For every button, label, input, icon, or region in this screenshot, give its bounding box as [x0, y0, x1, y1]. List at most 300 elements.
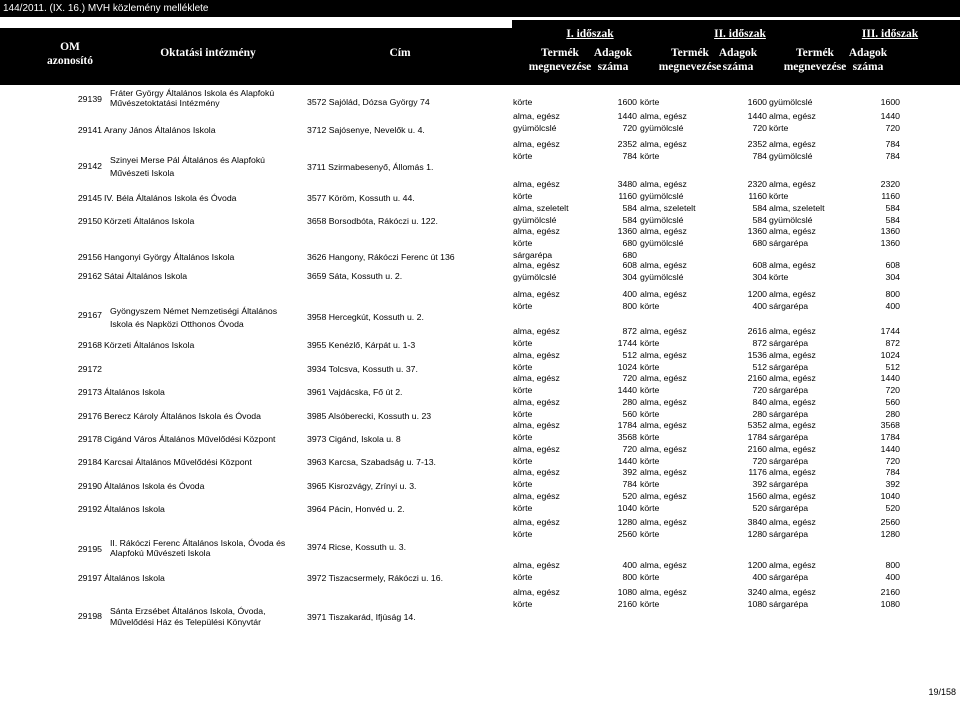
product-p1: körte	[513, 478, 533, 489]
amount-a3: 1160	[881, 190, 900, 201]
product-p1: gyümölcslé	[513, 122, 557, 133]
amount-a3: 1744	[880, 326, 900, 336]
product-p2: körte	[640, 478, 660, 489]
product-p1: alma, egész	[513, 397, 560, 407]
amount-a2: 1200	[747, 560, 767, 570]
amount-a1: 784	[622, 150, 637, 161]
product-p1: alma, egész	[513, 444, 560, 454]
product-p3: sárgarépa	[769, 598, 809, 609]
om-id: 29145	[77, 193, 102, 203]
institution-name: Karcsai Általános Művelődési Központ	[104, 457, 252, 467]
product-p1: alma, egész	[513, 111, 560, 121]
amount-a3: 1360	[880, 237, 900, 248]
amount-col-header	[838, 46, 898, 74]
amount-a3: 2320	[880, 179, 900, 189]
amount-a2: 1160	[748, 190, 767, 201]
product-p2: alma, egész	[640, 260, 687, 270]
product-col-top: Termék	[796, 47, 834, 59]
om-id: 29178	[77, 434, 102, 444]
amount-a1: 3480	[617, 179, 637, 189]
product-p2: körte	[640, 455, 660, 466]
om-id: 29142	[77, 161, 102, 171]
product-p3: sárgarépa	[769, 300, 809, 311]
product-p1: alma, egész	[513, 373, 560, 383]
period-header: I. időszak	[566, 28, 614, 40]
product-p3: alma, egész	[769, 420, 816, 430]
product-p3: sárgarépa	[769, 384, 809, 395]
om-id: 29139	[77, 94, 102, 104]
product-p3: sárgarépa	[769, 361, 809, 372]
amount-a3: 608	[885, 260, 900, 270]
amount-a3: 400	[885, 571, 900, 582]
institution-address: 3973 Cigánd, Iskola u. 8	[307, 434, 401, 444]
amount-a2: 840	[752, 397, 767, 407]
product-p2: alma, egész	[640, 326, 687, 336]
product-p1: alma, egész	[513, 491, 560, 501]
amount-a3: 560	[885, 397, 900, 407]
product-p1: gyümölcslé	[513, 271, 557, 282]
institution-name: Sánta Erzsébet Általános Iskola, Óvoda,	[110, 606, 266, 616]
product-col-bottom: megnevezése	[658, 61, 722, 74]
om-id: 29192	[77, 504, 102, 514]
institution-address: 3711 Szirmabesenyő, Állomás 1.	[307, 162, 434, 172]
amount-a2: 3840	[747, 517, 767, 527]
amount-a2: 2616	[747, 326, 767, 336]
institution-address: 3958 Hercegkút, Kossuth u. 2.	[307, 312, 424, 322]
amount-a3: 1024	[880, 350, 900, 360]
amount-a3: 584	[885, 203, 900, 213]
product-p3: alma, egész	[769, 111, 816, 121]
product-p3: alma, egész	[769, 560, 816, 570]
institution-name: Arany János Általános Iskola	[104, 125, 216, 135]
product-p3: sárgarépa	[769, 478, 809, 489]
amount-a1: 304	[622, 271, 637, 282]
amount-a1: 680	[622, 249, 637, 260]
product-p2: körte	[640, 150, 660, 161]
amount-a2: 680	[752, 237, 767, 248]
amount-a3: 784	[885, 139, 900, 149]
amount-col-top: Adagok	[718, 47, 758, 59]
product-p1: alma, egész	[513, 587, 560, 597]
col-institution-header: Oktatási intézmény	[160, 47, 256, 59]
amount-a1: 2352	[617, 139, 637, 149]
col-om-bottom: azonosító	[47, 55, 93, 68]
institution-address: 3971 Tiszakarád, Ifjúság 14.	[307, 612, 416, 622]
product-p1: alma, egész	[513, 289, 560, 299]
institution-name: Cigánd Város Általános Művelődési Központ	[104, 434, 276, 444]
product-p1: körte	[513, 408, 533, 419]
amount-a2: 520	[752, 502, 767, 513]
institution-name: Általános Iskola és Óvoda	[104, 481, 205, 491]
amount-a2: 2352	[747, 139, 767, 149]
product-p1: körte	[513, 571, 533, 582]
product-p3: sárgarépa	[769, 337, 809, 348]
amount-a3: 784	[885, 467, 900, 477]
om-id: 29184	[77, 457, 102, 467]
amount-a2: 2160	[747, 444, 767, 454]
institution-address: 3963 Karcsa, Szabadság u. 7-13.	[307, 457, 436, 467]
institution-address: 3961 Vajdácska, Fő út 2.	[307, 387, 403, 397]
amount-a1: 1160	[618, 190, 637, 201]
product-p2: alma, egész	[640, 517, 687, 527]
amount-a2: 304	[752, 271, 767, 282]
product-p3: alma, egész	[769, 226, 816, 236]
institution-name: IV. Béla Általános Iskola és Óvoda	[104, 193, 237, 203]
amount-a1: 520	[622, 491, 637, 501]
institution-name: Művészetoktatási Intézmény	[110, 98, 220, 108]
institution-address: 3572 Sajólád, Dózsa György 74	[307, 97, 430, 107]
product-p2: alma, egész	[640, 420, 687, 430]
product-p1: körte	[513, 97, 533, 107]
amount-a2: 1536	[747, 350, 767, 360]
institution-name: Körzeti Általános Iskola	[104, 340, 195, 350]
institution-name: Általános Iskola	[104, 504, 165, 514]
amount-a1: 1784	[617, 420, 637, 430]
amount-a2: 5352	[747, 420, 767, 430]
om-id: 29141	[77, 125, 102, 135]
amount-a3: 720	[885, 122, 900, 133]
institution-name: Alapfokú Művészeti Iskola	[110, 548, 211, 558]
amount-a1: 1600	[617, 97, 637, 107]
product-p2: alma, egész	[640, 179, 687, 189]
product-p2: alma, egész	[640, 444, 687, 454]
amount-a3: 1440	[880, 111, 900, 121]
product-p3: alma, egész	[769, 289, 816, 299]
om-id: 29173	[77, 387, 102, 397]
product-p3: alma, szeletelt	[769, 203, 825, 213]
amount-a3: 1080	[880, 598, 900, 609]
amount-a1: 720	[622, 373, 637, 383]
amount-a2: 392	[752, 478, 767, 489]
amount-col-bottom: száma	[597, 61, 629, 74]
amount-a3: 392	[885, 478, 900, 489]
amount-a1: 392	[622, 467, 637, 477]
product-p1: alma, egész	[513, 179, 560, 189]
amount-a3: 1040	[880, 491, 900, 501]
product-p2: alma, egész	[640, 560, 687, 570]
product-p2: alma, egész	[640, 350, 687, 360]
amount-a3: 1784	[880, 431, 900, 442]
amount-a1: 2160	[617, 598, 637, 609]
institution-name: II. Rákóczi Ferenc Általános Iskola, Óvoda és	[110, 538, 286, 548]
amount-a1: 800	[622, 300, 637, 311]
product-p1: körte	[513, 384, 533, 395]
amount-a2: 1176	[748, 467, 767, 477]
product-p3: gyümölcslé	[769, 214, 813, 225]
amount-a2: 720	[752, 455, 767, 466]
om-id: 29156	[77, 252, 102, 262]
amount-col-top: Adagok	[848, 47, 888, 59]
amount-a2: 1600	[747, 97, 767, 107]
institution-name: Általános Iskola	[104, 573, 165, 583]
product-p1: alma, egész	[513, 326, 560, 336]
amount-col-bottom: száma	[852, 61, 884, 74]
product-p2: gyümölcslé	[640, 271, 684, 282]
product-p3: alma, egész	[769, 587, 816, 597]
product-p3: alma, egész	[769, 467, 816, 477]
institution-address: 3972 Tiszacsermely, Rákóczi u. 16.	[307, 573, 443, 583]
amount-col-top: Adagok	[593, 47, 633, 59]
period-header: III. időszak	[861, 28, 919, 40]
product-p3: körte	[769, 122, 789, 133]
amount-a2: 1080	[747, 598, 767, 609]
om-id: 29150	[77, 216, 102, 226]
amount-a3: 280	[885, 408, 900, 419]
amount-a2: 784	[752, 150, 767, 161]
institution-address: 3626 Hangony, Rákóczi Ferenc út 136	[307, 252, 455, 262]
institution-name: Fráter György Általános Iskola és Alapfokú	[110, 88, 275, 98]
amount-a1: 1440	[617, 384, 637, 395]
amount-a3: 800	[885, 560, 900, 570]
om-id: 29162	[77, 271, 102, 281]
product-p3: sárgarépa	[769, 237, 809, 248]
om-id: 29190	[77, 481, 102, 491]
product-p2: alma, egész	[640, 373, 687, 383]
product-p1: alma, egész	[513, 139, 560, 149]
amount-a3: 872	[885, 337, 900, 348]
product-p2: körte	[640, 528, 660, 539]
institution-name: Sátai Általános Iskola	[104, 271, 188, 281]
institution-name: Művelődési Ház és Települési Könyvtár	[110, 617, 261, 627]
amount-a2: 400	[752, 571, 767, 582]
amount-a1: 1360	[617, 226, 637, 236]
amount-a2: 512	[752, 361, 767, 372]
product-p1: körte	[513, 598, 533, 609]
institution-name: Iskola és Napközi Otthonos Óvoda	[110, 319, 244, 329]
product-p1: gyümölcslé	[513, 214, 557, 225]
amount-a3: 304	[885, 271, 900, 282]
amount-a3: 1360	[880, 226, 900, 236]
product-p2: körte	[640, 97, 660, 107]
amount-a3: 720	[885, 455, 900, 466]
product-p2: alma, egész	[640, 139, 687, 149]
product-p2: alma, egész	[640, 111, 687, 121]
amount-a3: 400	[885, 300, 900, 311]
product-p3: alma, egész	[769, 397, 816, 407]
amount-a1: 3568	[617, 431, 637, 442]
om-id: 29176	[77, 411, 102, 421]
product-p2: alma, egész	[640, 226, 687, 236]
col-om-header	[40, 40, 100, 68]
amount-a1: 560	[622, 408, 637, 419]
om-id: 29197	[77, 573, 102, 583]
institution-address: 3985 Alsóberecki, Kossuth u. 23	[307, 411, 432, 421]
document-title: 144/2011. (IX. 16.) MVH közlemény melléklete	[3, 3, 209, 14]
product-p2: alma, egész	[640, 289, 687, 299]
amount-a3: 784	[885, 150, 900, 161]
amount-a2: 720	[752, 122, 767, 133]
product-p3: sárgarépa	[769, 408, 809, 419]
product-p3: sárgarépa	[769, 528, 809, 539]
product-p2: körte	[640, 571, 660, 582]
amount-a1: 400	[622, 289, 637, 299]
product-p3: körte	[769, 190, 789, 201]
institution-address: 3712 Sajósenye, Nevelők u. 4.	[307, 125, 425, 135]
amount-a1: 1024	[617, 361, 637, 372]
product-p2: körte	[640, 598, 660, 609]
period-header: II. időszak	[714, 28, 766, 40]
amount-a2: 584	[752, 214, 767, 225]
product-p2: alma, egész	[640, 397, 687, 407]
amount-a2: 1360	[747, 226, 767, 236]
amount-a1: 1440	[617, 111, 637, 121]
product-p1: körte	[513, 190, 533, 201]
product-p1: körte	[513, 455, 533, 466]
institution-name: Berecz Károly Általános Iskola és Óvoda	[104, 411, 261, 421]
institution-address: 3965 Kisrozvágy, Zrínyi u. 3.	[307, 481, 417, 491]
product-p1: alma, egész	[513, 226, 560, 236]
product-col-top: Termék	[541, 47, 579, 59]
product-p1: alma, egész	[513, 467, 560, 477]
amount-a3: 800	[885, 289, 900, 299]
amount-a2: 3240	[747, 587, 767, 597]
amount-a3: 1440	[880, 444, 900, 454]
institution-name: Általános Iskola	[104, 387, 165, 397]
product-p2: alma, szeletelt	[640, 203, 696, 213]
institution-name: Szinyei Merse Pál Általános és Alapfokú	[110, 155, 266, 165]
product-col-top: Termék	[671, 47, 709, 59]
product-p1: alma, egész	[513, 420, 560, 430]
amount-a1: 800	[622, 571, 637, 582]
product-p3: alma, egész	[769, 179, 816, 189]
product-col-bottom: megnevezése	[528, 61, 592, 74]
product-p2: gyümölcslé	[640, 190, 684, 201]
amount-a3: 2560	[880, 517, 900, 527]
product-p3: alma, egész	[769, 491, 816, 501]
amount-a1: 1080	[617, 587, 637, 597]
amount-a1: 400	[622, 560, 637, 570]
amount-a1: 512	[622, 350, 637, 360]
product-p1: alma, egész	[513, 350, 560, 360]
amount-a1: 1280	[617, 517, 637, 527]
amount-a2: 1784	[747, 431, 767, 442]
product-p1: alma, egész	[513, 260, 560, 270]
amount-a1: 2560	[617, 528, 637, 539]
amount-a2: 1200	[747, 289, 767, 299]
amount-a1: 1440	[617, 455, 637, 466]
amount-a3: 720	[885, 384, 900, 395]
institution-address: 3955 Kenézlő, Kárpát u. 1-3	[307, 340, 416, 350]
amount-a3: 1440	[880, 373, 900, 383]
institution-address: 3964 Pácin, Honvéd u. 2.	[307, 504, 405, 514]
product-p2: körte	[640, 431, 660, 442]
product-p1: alma, szeletelt	[513, 203, 569, 213]
amount-a1: 608	[622, 260, 637, 270]
product-p2: körte	[640, 502, 660, 513]
amount-col-header	[708, 46, 768, 74]
institution-name: Hangonyi György Általános Iskola	[104, 252, 235, 262]
amount-a1: 784	[622, 478, 637, 489]
amount-a2: 720	[752, 384, 767, 395]
product-p3: alma, egész	[769, 373, 816, 383]
amount-a1: 584	[622, 214, 637, 225]
product-p3: alma, egész	[769, 444, 816, 454]
product-p2: körte	[640, 300, 660, 311]
product-p3: gyümölcslé	[769, 150, 813, 161]
amount-a1: 720	[622, 122, 637, 133]
om-id: 29167	[77, 310, 102, 320]
amount-a3: 2160	[880, 587, 900, 597]
product-p1: körte	[513, 237, 533, 248]
col-om-top: OM	[60, 41, 80, 53]
product-p3: sárgarépa	[769, 571, 809, 582]
col-address-header: Cím	[389, 47, 411, 59]
product-p3: gyümölcslé	[769, 97, 813, 107]
amount-a1: 872	[622, 326, 637, 336]
product-p3: körte	[769, 271, 789, 282]
product-p3: alma, egész	[769, 260, 816, 270]
amount-a2: 2320	[747, 179, 767, 189]
product-p1: körte	[513, 361, 533, 372]
amount-a3: 1280	[880, 528, 900, 539]
product-p1: körte	[513, 431, 533, 442]
product-p2: körte	[640, 384, 660, 395]
product-p3: sárgarépa	[769, 455, 809, 466]
product-p3: alma, egész	[769, 326, 816, 336]
institution-address: 3577 Köröm, Kossuth u. 44.	[307, 193, 415, 203]
amount-a1: 720	[622, 444, 637, 454]
amount-col-header	[583, 46, 643, 74]
product-p1: alma, egész	[513, 517, 560, 527]
product-p1: sárgarépa	[513, 249, 553, 260]
amount-a2: 1280	[747, 528, 767, 539]
amount-a2: 608	[752, 260, 767, 270]
product-p1: körte	[513, 502, 533, 513]
institution-address: 3658 Borsodbóta, Rákóczi u. 122.	[307, 216, 438, 226]
institution-address: 3934 Tolcsva, Kossuth u. 37.	[307, 364, 418, 374]
amount-a2: 1560	[747, 491, 767, 501]
product-p2: körte	[640, 361, 660, 372]
om-id: 29172	[77, 364, 102, 374]
product-p2: alma, egész	[640, 467, 687, 477]
product-p1: körte	[513, 337, 533, 348]
amount-a2: 872	[752, 337, 767, 348]
amount-a3: 1600	[880, 97, 900, 107]
product-p2: gyümölcslé	[640, 122, 684, 133]
amount-a1: 280	[622, 397, 637, 407]
product-p2: alma, egész	[640, 491, 687, 501]
amount-a1: 1744	[617, 337, 637, 348]
product-p3: alma, egész	[769, 350, 816, 360]
amount-a3: 3568	[880, 420, 900, 430]
product-p3: sárgarépa	[769, 431, 809, 442]
product-p1: körte	[513, 528, 533, 539]
product-p3: alma, egész	[769, 139, 816, 149]
amount-a2: 280	[752, 408, 767, 419]
document-header-bar	[0, 0, 960, 17]
om-id: 29198	[77, 611, 102, 621]
product-col-bottom: megnevezése	[783, 61, 847, 74]
institution-address: 3659 Sáta, Kossuth u. 2.	[307, 271, 403, 281]
product-p1: alma, egész	[513, 560, 560, 570]
product-p1: körte	[513, 150, 533, 161]
product-p2: körte	[640, 408, 660, 419]
product-p2: körte	[640, 337, 660, 348]
product-p1: körte	[513, 300, 533, 311]
amount-a3: 584	[885, 214, 900, 225]
amount-a1: 1040	[617, 502, 637, 513]
institution-address: 3974 Ricse, Kossuth u. 3.	[307, 542, 406, 552]
amount-a2: 584	[752, 203, 767, 213]
amount-col-bottom: száma	[722, 61, 754, 74]
amount-a2: 2160	[747, 373, 767, 383]
amount-a3: 512	[885, 361, 900, 372]
institution-name: Művészeti Iskola	[110, 168, 175, 178]
product-p2: gyümölcslé	[640, 237, 684, 248]
amount-a1: 584	[622, 203, 637, 213]
page-number: 19/158	[928, 687, 956, 697]
amount-a2: 1440	[747, 111, 767, 121]
